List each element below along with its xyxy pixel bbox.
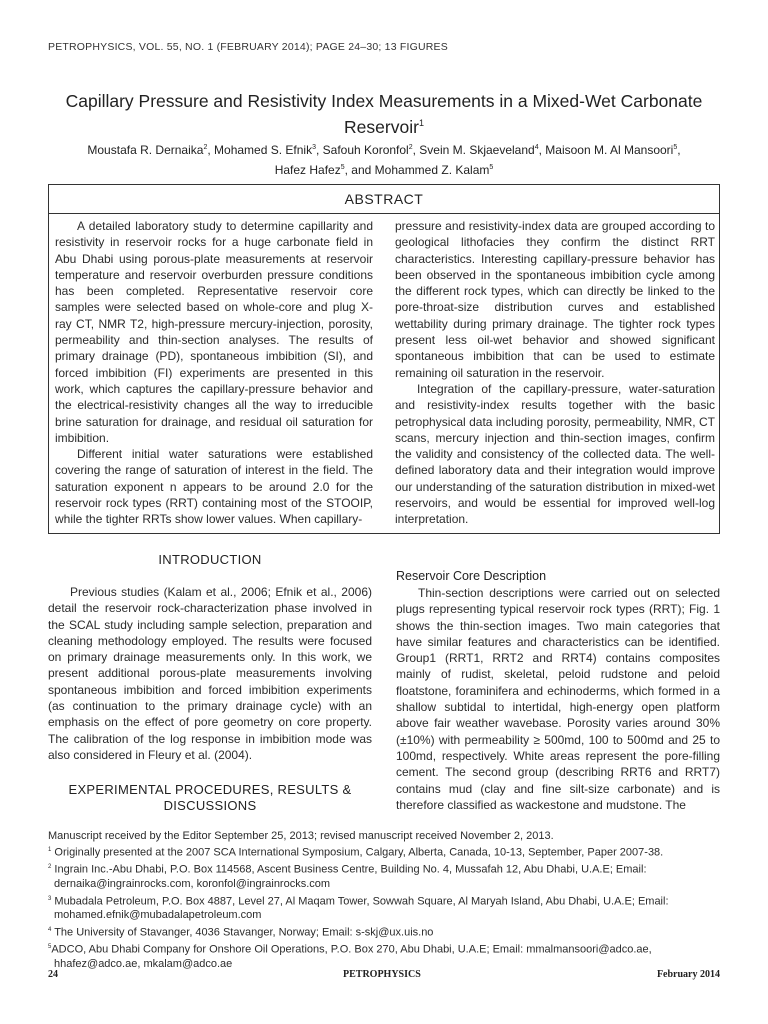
- footnote-3-emails: mohamed.efnik@mubadalapetroleum.com: [54, 909, 262, 922]
- footnote-text: The University of Stavanger, 4036 Stavanger, Norway; Email: s-skj@ux.uis.no: [54, 926, 434, 939]
- title-line-1: Capillary Pressure and Resistivity Index Measurements in a Mixed-Wet Carbonate: [65, 91, 703, 111]
- author-affiliation-mark: 3: [312, 144, 316, 151]
- footnote-mark: 3: [48, 895, 52, 902]
- author-list: Moustafa R. Dernaika$^2$, Mohamed S. Efnik$^3$, Safouh Koronfol$^2$, Svein M. Skjaeveland$^4$, Maisoon M. Al Mansoori$^5$, Hafez Hafez$^5$, and Mohammed Z. Kalam$^5$: [87, 143, 681, 177]
- abstract-paragraph: pressure and resistivity-index data are grouped according to geological lithofacies they confirm the distinct RRT characteristics. Interesting capillary-pressure behavior has been observed in the spontaneous imbibition cycle among the different rock types, which can directly be linked to the pore-throat-size distribution curves and established wettability during primary drainage. The tighter rock types present less oil-wet behavior and showed significant spontaneous imbibition that can be used to estimate remaining oil saturation in the reservoir.: [395, 219, 715, 380]
- footnote-text: Originally presented at the 2007 SCA International Symposium, Calgary, Alberta, Canada, 10-13, September, Paper 2007-38.: [54, 846, 664, 859]
- experimental-heading-line-1: EXPERIMENTAL PROCEDURES, RESULTS &: [68, 782, 352, 797]
- running-header: PETROPHYSICS, VOL. 55, NO. 1 (FEBRUARY 2014); PAGE 24–30; 13 FIGURES: [48, 41, 448, 53]
- footnotes: [48, 829, 728, 971]
- footnote-5-emails: hhafez@adco.ae, mkalam@adco.ae: [54, 957, 233, 970]
- abstract-divider: [49, 213, 719, 214]
- footnote-text: Mubadala Petroleum, P.O. Box 4887, Level 27, Al Maqam Tower, Sowwah Square, Al Maryah Island, Abu Dhabi, U.A.E; Email:: [54, 895, 669, 908]
- footnote-received: Manuscript received by the Editor September 25, 2013; revised manuscript received November 2, 2013.: [48, 830, 554, 842]
- introduction-body: [48, 584, 372, 763]
- introduction-paragraph: Previous studies (Kalam et al., 2006; Efnik et al., 2006) detail the reservoir rock-characterization phase involved in the SCAL study including sample selection, preparation and cleaning methodology employed. The results were focused on primary drainage measurements only. In this work, we present additional porous-plate measurements involving spontaneous imbibition and forced imbibition experiments (as continuation to the primary drainage cycle) with an emphasis on the effect of pore geometry on core property. The calibration of the log response in imbibition mode was also considered in Fleury et al. (2004).: [48, 585, 372, 762]
- author: Svein M. Skjaeveland: [419, 143, 535, 157]
- footnote-mark: 5: [48, 943, 52, 950]
- author-affiliation-mark: 5: [673, 144, 678, 151]
- page-number: 24: [48, 969, 58, 980]
- author-affiliation-mark: 2: [408, 144, 413, 151]
- experimental-heading: [48, 782, 372, 814]
- footnote-2: [48, 860, 728, 877]
- author-affiliation-mark: 5: [489, 164, 494, 171]
- title-footnote-mark: 1: [418, 118, 424, 128]
- core-description-heading: Reservoir Core Description: [396, 569, 547, 583]
- footnote-2-emails: dernaika@ingrainrocks.com, koronfol@ingrainrocks.com: [54, 878, 331, 891]
- paper-title: [40, 90, 728, 138]
- author-affiliation-mark: 4: [534, 144, 539, 151]
- author: Safouh Koronfol: [322, 143, 409, 157]
- abstract-left-column: [55, 218, 373, 528]
- footnote-mark: 1: [48, 847, 52, 854]
- author: Maisoon M. Al Mansoori: [545, 143, 674, 157]
- footnote-4: [48, 923, 728, 940]
- footnote-1: [48, 843, 728, 860]
- footnote-text: Ingrain Inc.-Abu Dhabi, P.O. Box 114568, Ascent Business Centre, Building No. 4, Mussafah 12, Abu Dhabi, U.A.E; Email:: [54, 863, 647, 876]
- issue-date: February 2014: [656, 969, 720, 980]
- footnote-3: [48, 892, 728, 909]
- author: Moustafa R. Dernaika: [87, 143, 204, 157]
- abstract-paragraph: A detailed laboratory study to determine capillarity and resistivity in reservoir rocks for a huge carbonate field in Abu Dhabi using porous-plate measurements at reservoir temperature and reservoir overburden pressure conditions has been completed. Representative reservoir core samples were selected based on whole-core and plug X-ray CT, NMR T2, high-pressure mercury-injection, porosity, permeability and thin-section analyses. The results of primary drainage (PD), spontaneous imbibition (SI), and forced imbibition (FI) experiments are presented in this work, which captures the capillary-pressure behavior and the electrical-resistivity changes all the way to irreducible brine saturation for drainage, and residual oil saturation for imbibition.: [55, 219, 373, 445]
- abstract-right-column: [395, 218, 715, 528]
- abstract-heading: ABSTRACT: [344, 191, 424, 207]
- footnote-mark: 2: [48, 864, 52, 871]
- introduction-heading: INTRODUCTION: [158, 552, 262, 567]
- author: Hafez Hafez: [274, 163, 341, 177]
- author: Mohamed S. Efnik: [214, 143, 313, 157]
- abstract-box: [48, 184, 720, 534]
- author-affiliation-mark: 5: [340, 164, 345, 171]
- author: Mohammed Z. Kalam: [374, 163, 490, 177]
- footnote-mark: 4: [48, 926, 52, 933]
- core-description-paragraph: Thin-section descriptions were carried out on selected plugs representing typical reservoir rock types (RRT); Fig. 1 shows the thin-section images. Two main categories that have similar features and characteristics can be identified. Group1 (RRT1, RRT2 and RRT4) contains composites mainly of rudist, skeletal, peloid rudstone and peloid floatstone, foraminifera and echinoderms, which formed in a shallow subtidal to intertidal, high-energy open platform above fair weather wavebase. Porosity varies around 30% (±10%) with permeability ≥ 500md, 100 to 500md and 25 to 100md, respectively. White areas represent the pore-filling cement. The second group (describing RRT6 and RRT7) contains mud (clay and fine silt-size carbonate) and is therefore classified as wackestone and mudstone. The: [396, 586, 720, 812]
- abstract-paragraph: Different initial water saturations were established covering the range of saturation of interest in the field. The saturation exponent n appears to be around 2.0 for the reservoir rock types (RRT) containing most of the STOOIP, while the tighter RRTs show lower values. When capillary-: [55, 447, 373, 527]
- core-description-body: [396, 585, 720, 813]
- footnote-5: [48, 940, 728, 957]
- title-line-2: Reservoir: [344, 116, 419, 137]
- abstract-paragraph: Integration of the capillary-pressure, water-saturation and resistivity-index results together with the basic petrophysical data including porosity, permeability, NMR, CT scans, mercury injection and thin-section images, confirm the validity and consistency of the collected data. The well-defined laboratory data and their integration would improve our understanding of the saturation distribution in mixed-wet reservoirs, and would be essential for improved well-log interpretation.: [395, 381, 715, 527]
- footnote-text: ADCO, Abu Dhabi Company for Onshore Oil Operations, P.O. Box 270, Abu Dhabi, U.A.E; Email: mmalmansoori@adco.ae,: [51, 943, 652, 956]
- experimental-heading-line-2: DISCUSSIONS: [163, 798, 257, 813]
- journal-name: PETROPHYSICS: [343, 969, 421, 980]
- author-affiliation-mark: 2: [203, 144, 208, 151]
